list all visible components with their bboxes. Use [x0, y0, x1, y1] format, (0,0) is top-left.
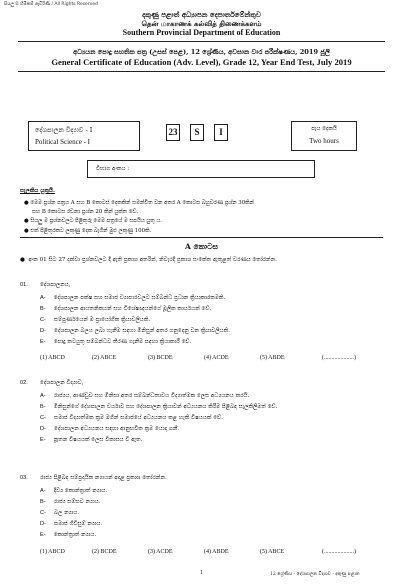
choice-2[interactable]: (2) BCDE [92, 549, 117, 555]
answer-blank[interactable]: (....................) [322, 355, 356, 361]
page-number: 1 [200, 570, 204, 576]
duration-box [291, 121, 357, 151]
department-name-sinhala: දකුණු පළාත් අධ්‍යාපන දෙපාර්තමේන්තුව [142, 10, 261, 19]
subject-name-english: Political Science - I [35, 138, 91, 146]
answer-blank[interactable]: (....................) [322, 549, 356, 555]
question-stem: දේශපාලන විද්‍යාව, [40, 380, 84, 386]
question-stem: රාජ්‍ය පිළිබඳ සම්ප්‍රදායික න්‍යායන් අදාළ ප්‍රකාශ තෝරන්න. [40, 475, 167, 481]
paper-code-number: 23 [166, 124, 180, 141]
department-name-english: Southern Provincial Department of Education [122, 28, 281, 37]
section-title: A කොටස [185, 242, 218, 251]
rights-reserved-note: සියලු ම හිමිකම් ඇවිරිණි / All Rights Reserved [4, 2, 98, 7]
choice-3[interactable]: (3) BCDE [148, 355, 173, 361]
subject-box [28, 121, 140, 151]
choice-4[interactable]: (4) ACDE [204, 355, 229, 361]
paper-code-letter: S [190, 124, 204, 141]
instruction-item: ● එක් පිළිතුරකට ලකුණු දෙක බැගින් මුළු ලකුණු 100කි. [24, 228, 152, 234]
question-number: 01. [20, 282, 28, 288]
choice-1[interactable]: (1) ABCD [40, 355, 65, 361]
duration-english: Two hours [309, 137, 339, 145]
choice-1[interactable]: (1) ABCD [40, 549, 65, 555]
paper-code-part: I [214, 124, 228, 141]
choice-5[interactable]: (5) ABCE [260, 549, 285, 555]
section-divider [20, 237, 383, 238]
question-number: 03. [20, 475, 28, 481]
index-number-box [87, 160, 315, 178]
footer-subject: 12 ශ්‍රේණිය - දේශපාලන විද්‍යාව - දකුණු පළාත [270, 572, 360, 577]
bullet-icon: ● [24, 228, 31, 234]
choice-2[interactable]: (2) ABCE [92, 355, 117, 361]
instruction-item-continued: සහ B කොටස රචනා ප්‍රශ්න 20 කින් යුක්ත වේ. [32, 209, 139, 215]
exam-title-english: General Certificate of Education (Adv. Level), Grade 12, Year End Test, July 2019 [51, 57, 352, 67]
question-stem: දේශපාලනය, [40, 282, 71, 288]
exam-title-sinhala: අධ්‍යයන පොදු සහතික පත්‍ර (උසස් පෙළ), 12 ශ්‍රේණිය, අවසාන වාර පරීක්ෂණය, 2019 ජූලි [73, 48, 330, 56]
index-number-label: විභාග අංකය : [96, 166, 130, 172]
bullet-icon: ● [24, 200, 31, 206]
subject-name-sinhala: දේශපාලන විද්‍යාව - I [35, 126, 93, 134]
choice-4[interactable]: (4) ABDE [204, 549, 229, 555]
choice-5[interactable]: (5) ABDE [260, 355, 285, 361]
instruction-item: ● සියලු ම ප්‍රශ්නවලට පිළිතුරු මෙම පත්‍රයේ ම සපයිය යුතු ය. [24, 218, 162, 224]
title-divider [18, 71, 385, 72]
question-number: 02. [20, 380, 28, 386]
duration-sinhala: පැය දෙකයි [311, 126, 337, 132]
section-lead: ● අංක 01 සිට 27 දක්වා ප්‍රශ්නවලට දී ඇති ප්‍රකාශ අතරින්, නිවැරදි ප්‍රකාශ සංකේත ඇතුළත් වරණය තෝරන්න. [20, 257, 277, 263]
bullet-icon: ● [24, 218, 31, 224]
department-name-tamil: தென் மாகாணக் கல்வித் திணைக்களம் [141, 19, 262, 28]
instructions-title: සැලකිය යුතුයි. [20, 188, 55, 194]
header-divider [18, 41, 385, 42]
bullet-icon: ● [20, 257, 29, 263]
instruction-item: ● මෙම ප්‍රශ්න පත්‍රය A සහ B කොටස් දෙකකින් සමන්විත වන අතර A කොටස බහුවරණ ප්‍රශ්න 30කින් [24, 200, 254, 206]
choice-3[interactable]: (3) ACDE [148, 549, 173, 555]
